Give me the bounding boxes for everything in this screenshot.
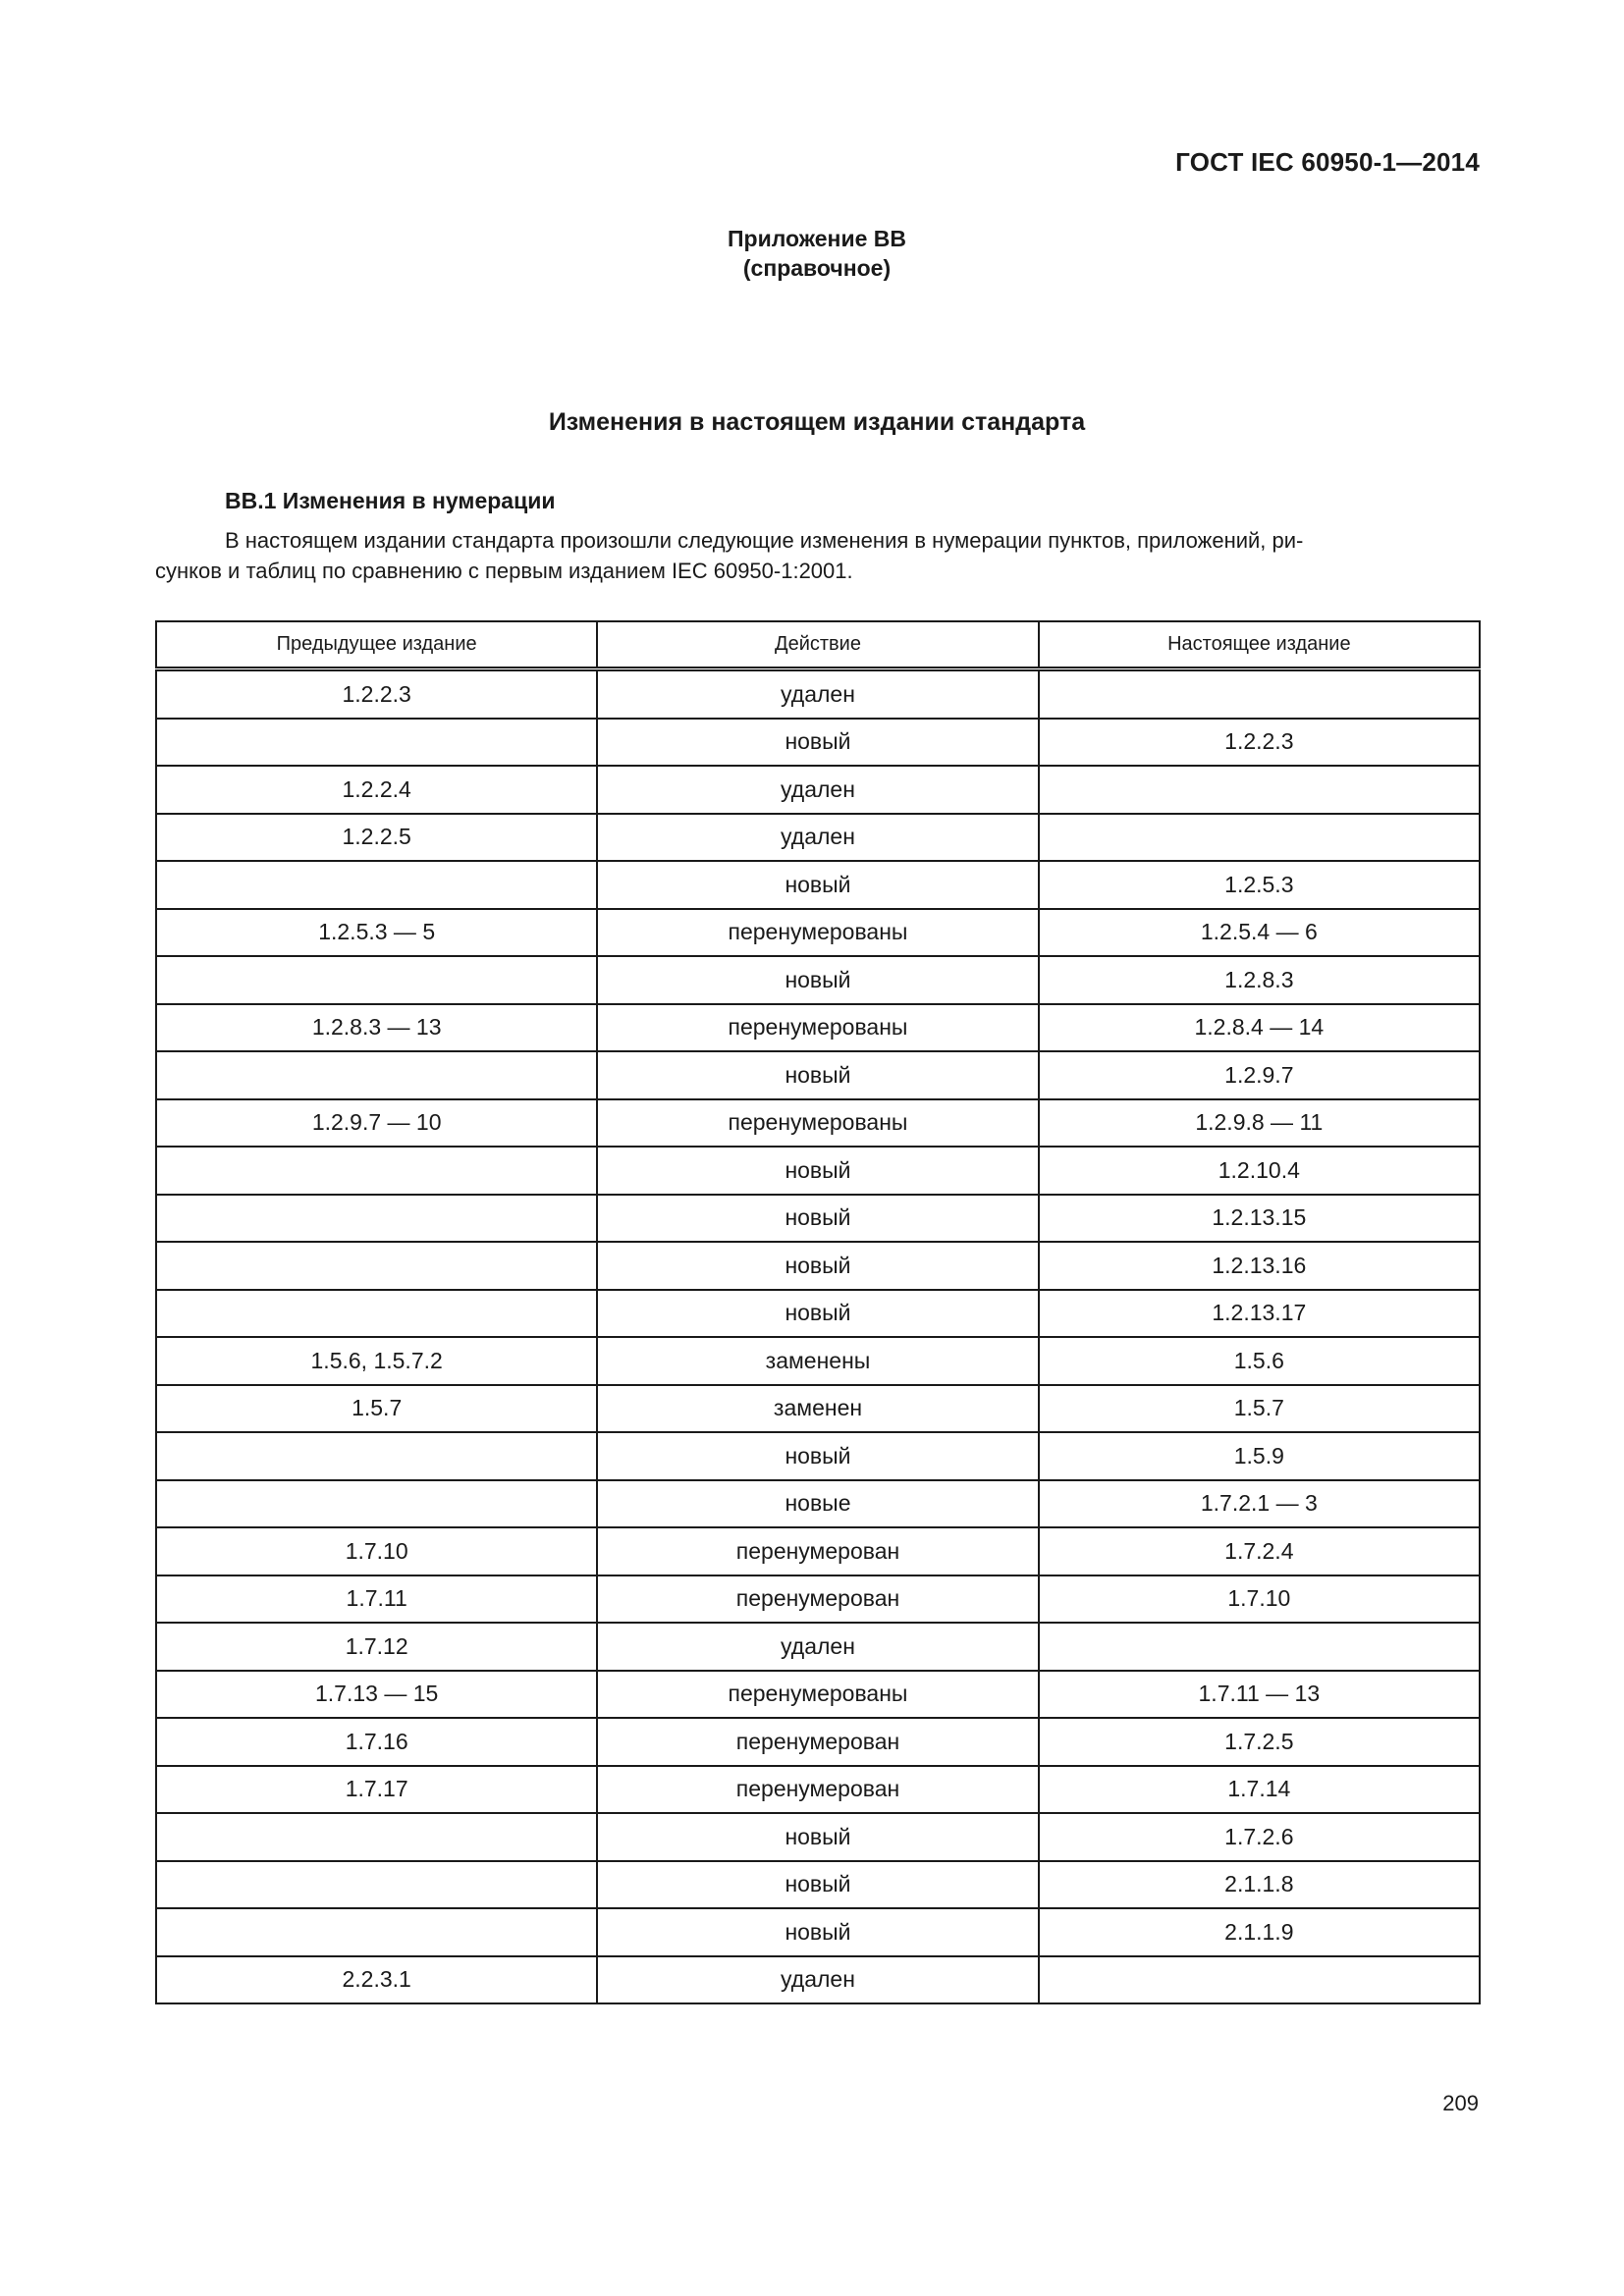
- table-row: [156, 1623, 1480, 1671]
- cell-action: перенумерован: [597, 1718, 1038, 1766]
- cell-action: заменены: [597, 1337, 1038, 1385]
- cell-action: удален: [597, 1956, 1038, 2004]
- cell-previous: [156, 1195, 597, 1243]
- cell-current: [1039, 669, 1480, 719]
- table-row: [156, 1671, 1480, 1719]
- header-previous-edition: Предыдущее издание: [156, 621, 597, 669]
- table-row: [156, 1908, 1480, 1956]
- table-row: [156, 1432, 1480, 1480]
- table-row: [156, 1099, 1480, 1148]
- cell-current: [1039, 814, 1480, 862]
- cell-previous: 1.7.17: [156, 1766, 597, 1814]
- cell-current: 1.2.5.3: [1039, 861, 1480, 909]
- table-row: [156, 814, 1480, 862]
- cell-current: 1.2.8.4 — 14: [1039, 1004, 1480, 1052]
- cell-current: 2.1.1.8: [1039, 1861, 1480, 1909]
- cell-action: новый: [597, 1195, 1038, 1243]
- annex-title: Приложение ВВ: [727, 226, 906, 251]
- cell-current: 1.2.9.7: [1039, 1051, 1480, 1099]
- cell-previous: [156, 1242, 597, 1290]
- cell-previous: 1.7.16: [156, 1718, 597, 1766]
- cell-previous: 1.5.7: [156, 1385, 597, 1433]
- document-code: ГОСТ IEC 60950-1—2014: [1175, 147, 1480, 177]
- cell-current: 1.7.10: [1039, 1575, 1480, 1624]
- annex-heading: [0, 224, 1624, 283]
- table-row: [156, 1337, 1480, 1385]
- table-header-row: [156, 621, 1480, 669]
- table-row: [156, 1051, 1480, 1099]
- table-row: [156, 861, 1480, 909]
- cell-previous: [156, 1147, 597, 1195]
- cell-action: удален: [597, 814, 1038, 862]
- section-title: Изменения в настоящем издании стандарта: [548, 408, 1086, 436]
- cell-previous: [156, 1861, 597, 1909]
- table-row: [156, 1718, 1480, 1766]
- cell-current: 1.2.10.4: [1039, 1147, 1480, 1195]
- cell-previous: 2.2.3.1: [156, 1956, 597, 2004]
- intro-line-2: сунков и таблиц по сравнению с первым изданием IEC 60950-1:2001.: [155, 559, 853, 583]
- cell-action: новый: [597, 1861, 1038, 1909]
- table-row: [156, 956, 1480, 1004]
- table-row: [156, 719, 1480, 767]
- cell-current: 1.7.2.4: [1039, 1527, 1480, 1575]
- table-row: [156, 1575, 1480, 1624]
- cell-previous: [156, 1480, 597, 1528]
- cell-action: новый: [597, 1432, 1038, 1480]
- cell-current: 2.1.1.9: [1039, 1908, 1480, 1956]
- page-number: 209: [1442, 2091, 1479, 2115]
- cell-current: 1.7.11 — 13: [1039, 1671, 1480, 1719]
- cell-current: 1.2.2.3: [1039, 719, 1480, 767]
- intro-paragraph: [155, 525, 1479, 586]
- table-body: [156, 669, 1480, 2004]
- cell-action: перенумерованы: [597, 1671, 1038, 1719]
- cell-action: перенумерован: [597, 1766, 1038, 1814]
- cell-previous: [156, 1290, 597, 1338]
- cell-action: новые: [597, 1480, 1038, 1528]
- cell-current: [1039, 1956, 1480, 2004]
- cell-action: заменен: [597, 1385, 1038, 1433]
- header-action: Действие: [597, 621, 1038, 669]
- cell-action: перенумерован: [597, 1527, 1038, 1575]
- table-row: [156, 1004, 1480, 1052]
- cell-current: 1.5.6: [1039, 1337, 1480, 1385]
- cell-previous: 1.2.2.3: [156, 669, 597, 719]
- cell-previous: [156, 1908, 597, 1956]
- subsection-title: ВВ.1 Изменения в нумерации: [225, 488, 556, 513]
- cell-previous: 1.7.11: [156, 1575, 597, 1624]
- cell-previous: 1.2.2.5: [156, 814, 597, 862]
- cell-current: 1.7.2.6: [1039, 1813, 1480, 1861]
- cell-previous: 1.7.13 — 15: [156, 1671, 597, 1719]
- cell-action: новый: [597, 1051, 1038, 1099]
- cell-action: новый: [597, 861, 1038, 909]
- table-row: [156, 1290, 1480, 1338]
- cell-action: новый: [597, 1242, 1038, 1290]
- cell-current: 1.5.9: [1039, 1432, 1480, 1480]
- annex-subtitle: (справочное): [742, 255, 892, 281]
- cell-previous: [156, 1813, 597, 1861]
- cell-previous: [156, 956, 597, 1004]
- cell-action: удален: [597, 669, 1038, 719]
- table-row: [156, 1480, 1480, 1528]
- cell-action: новый: [597, 1908, 1038, 1956]
- table-row: [156, 1861, 1480, 1909]
- cell-current: 1.7.2.5: [1039, 1718, 1480, 1766]
- table-row: [156, 669, 1480, 719]
- cell-previous: 1.2.2.4: [156, 766, 597, 814]
- table-row: [156, 1385, 1480, 1433]
- cell-action: новый: [597, 1147, 1038, 1195]
- table-row: [156, 1766, 1480, 1814]
- table-row: [156, 1956, 1480, 2004]
- numbering-changes-table: [155, 620, 1481, 2004]
- header-current-edition: Настоящее издание: [1039, 621, 1480, 669]
- cell-current: 1.2.8.3: [1039, 956, 1480, 1004]
- cell-previous: 1.2.5.3 — 5: [156, 909, 597, 957]
- cell-previous: [156, 719, 597, 767]
- table-row: [156, 1813, 1480, 1861]
- cell-action: новый: [597, 1813, 1038, 1861]
- cell-current: 1.2.13.16: [1039, 1242, 1480, 1290]
- cell-previous: 1.2.9.7 — 10: [156, 1099, 597, 1148]
- cell-previous: 1.5.6, 1.5.7.2: [156, 1337, 597, 1385]
- cell-current: [1039, 766, 1480, 814]
- cell-current: 1.7.14: [1039, 1766, 1480, 1814]
- table-row: [156, 1147, 1480, 1195]
- table-row: [156, 909, 1480, 957]
- cell-action: перенумерован: [597, 1575, 1038, 1624]
- cell-previous: 1.7.10: [156, 1527, 597, 1575]
- cell-previous: 1.2.8.3 — 13: [156, 1004, 597, 1052]
- cell-action: перенумерованы: [597, 1004, 1038, 1052]
- cell-action: перенумерованы: [597, 909, 1038, 957]
- cell-previous: [156, 1432, 597, 1480]
- table-row: [156, 1195, 1480, 1243]
- cell-current: 1.2.13.17: [1039, 1290, 1480, 1338]
- cell-previous: 1.7.12: [156, 1623, 597, 1671]
- cell-current: 1.5.7: [1039, 1385, 1480, 1433]
- cell-action: удален: [597, 1623, 1038, 1671]
- table-row: [156, 1242, 1480, 1290]
- cell-action: новый: [597, 719, 1038, 767]
- cell-action: перенумерованы: [597, 1099, 1038, 1148]
- cell-current: 1.2.9.8 — 11: [1039, 1099, 1480, 1148]
- intro-line-1: В настоящем издании стандарта произошли следующие изменения в нумерации пунктов, приложений, ри-: [225, 528, 1304, 553]
- cell-action: новый: [597, 1290, 1038, 1338]
- cell-previous: [156, 1051, 597, 1099]
- cell-current: 1.2.13.15: [1039, 1195, 1480, 1243]
- cell-action: удален: [597, 766, 1038, 814]
- cell-action: новый: [597, 956, 1038, 1004]
- cell-current: 1.2.5.4 — 6: [1039, 909, 1480, 957]
- cell-current: 1.7.2.1 — 3: [1039, 1480, 1480, 1528]
- table-row: [156, 766, 1480, 814]
- table-row: [156, 1527, 1480, 1575]
- cell-previous: [156, 861, 597, 909]
- cell-current: [1039, 1623, 1480, 1671]
